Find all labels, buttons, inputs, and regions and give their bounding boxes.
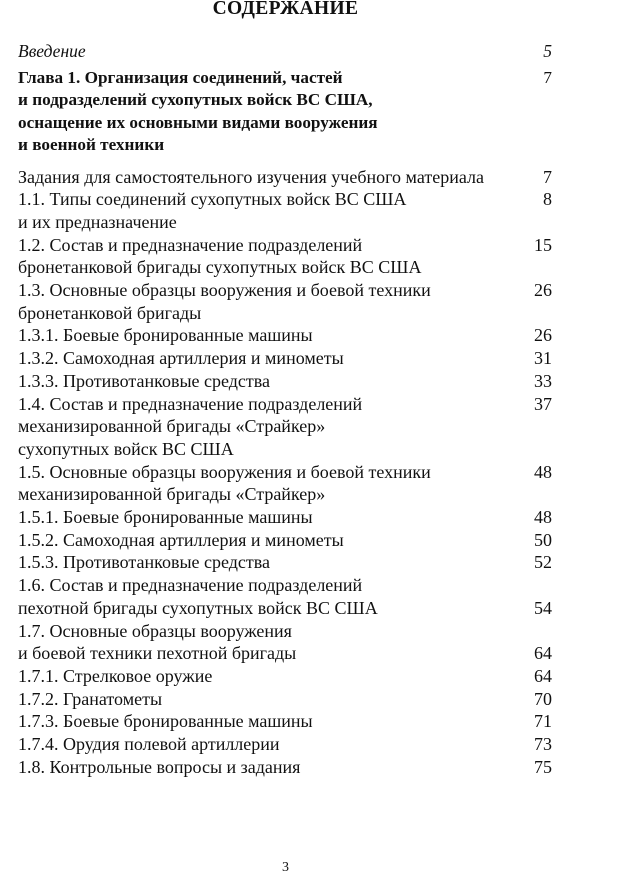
toc-entry-title-line: 1.7.4. Орудия полевой артиллерии <box>18 734 280 755</box>
toc-entry-title <box>18 324 552 347</box>
toc-entry-title <box>18 461 552 506</box>
toc-entry[interactable] <box>18 506 552 529</box>
toc-page-number: 8 <box>543 189 552 210</box>
toc-page-number: 71 <box>534 711 552 732</box>
toc-page-number: 64 <box>534 665 552 686</box>
toc-page-number: 48 <box>534 461 552 482</box>
toc-entry-title-line: 1.5. Основные образцы вооружения и боевой техники <box>18 461 431 482</box>
toc-entry-title-line: 1.3. Основные образцы вооружения и боевой техники <box>18 280 431 301</box>
toc-entry-title-line: 1.5.3. Противотанковые средства <box>18 552 271 573</box>
toc-entry-title <box>18 574 552 619</box>
toc-entry-title-line: 1.7.2. Гранатометы <box>18 688 163 709</box>
toc-entry-title-line: Введение <box>18 41 86 61</box>
toc-page-number: 70 <box>534 688 552 709</box>
toc-entry-title-line: 1.2. Состав и предназначение подразделений <box>18 234 363 255</box>
toc-entry-title <box>18 551 552 574</box>
toc-entry-title-line: 1.8. Контрольные вопросы и задания <box>18 756 301 777</box>
toc-entry[interactable] <box>18 688 552 711</box>
toc-page-number: 31 <box>534 348 552 369</box>
toc-entry-title <box>18 665 552 688</box>
toc-entry-title-line: 1.6. Состав и предназначение подразделений <box>18 575 363 596</box>
toc-entry-title-line: пехотной бригады сухопутных войск ВС США <box>18 597 378 618</box>
toc-entry[interactable] <box>18 529 552 552</box>
toc-entry-title-line: механизированной бригады «Страйкер» <box>18 416 326 437</box>
toc-entry-title-line: 1.7.3. Боевые бронированные машины <box>18 711 313 732</box>
toc-entry-title <box>18 506 552 529</box>
page-title: СОДЕРЖАНИЕ <box>212 0 359 19</box>
toc-entry-title <box>18 67 552 157</box>
toc-entry[interactable] <box>18 279 552 324</box>
toc-entry[interactable] <box>18 710 552 733</box>
toc-page-number: 73 <box>534 734 552 755</box>
toc-entry-title <box>18 733 552 756</box>
toc-page-number: 54 <box>534 597 552 618</box>
toc-entry[interactable] <box>18 461 552 506</box>
toc-entry-intro[interactable] <box>18 40 552 63</box>
toc-page-number: 7 <box>543 166 552 187</box>
toc-entry-title <box>18 710 552 733</box>
toc-entry-title <box>18 347 552 370</box>
toc-page-number: 5 <box>543 41 552 61</box>
toc-page-number: 33 <box>534 370 552 391</box>
toc-entry-chapter-1[interactable] <box>18 67 552 157</box>
toc-entry-title <box>18 756 552 779</box>
toc-page-number: 75 <box>534 756 552 777</box>
toc-entry-title-line: механизированной бригады «Страйкер» <box>18 484 326 505</box>
toc-entry-title <box>18 370 552 393</box>
toc-entry-title <box>18 688 552 711</box>
toc-entry[interactable] <box>18 551 552 574</box>
toc-entry[interactable] <box>18 756 552 779</box>
toc-entry-title <box>18 166 552 189</box>
toc-entry-title <box>18 620 552 665</box>
toc-page-number: 50 <box>534 529 552 550</box>
toc-entry-title <box>18 188 552 233</box>
toc-entry-title-line: сухопутных войск ВС США <box>18 438 234 459</box>
toc-entry-title <box>18 529 552 552</box>
toc-entry[interactable] <box>18 188 552 233</box>
toc-entry-title-line: Задания для самостоятельного изучения учебного материала <box>18 166 484 187</box>
toc-entry-title-line: и подразделений сухопутных войск ВС США, <box>18 90 373 109</box>
toc-entry-title-line: 1.7. Основные образцы вооружения <box>18 620 292 641</box>
table-of-contents <box>18 40 552 778</box>
toc-page-number: 26 <box>534 325 552 346</box>
toc-entry-title-line: Глава 1. Организация соединений, частей <box>18 67 343 87</box>
toc-entry-title-line: 1.3.2. Самоходная артиллерия и минометы <box>18 348 344 369</box>
toc-entry[interactable] <box>18 665 552 688</box>
toc-entry[interactable] <box>18 620 552 665</box>
toc-entry-title-line: 1.4. Состав и предназначение подразделений <box>18 393 363 414</box>
toc-entry-title-line: 1.3.3. Противотанковые средства <box>18 370 271 391</box>
toc-page-number: 7 <box>543 67 552 87</box>
toc-entry-title-line: 1.5.2. Самоходная артиллерия и минометы <box>18 529 344 550</box>
toc-entry[interactable] <box>18 370 552 393</box>
toc-entry-title <box>18 40 552 63</box>
toc-page-number: 15 <box>534 234 552 255</box>
toc-page-number: 52 <box>534 552 552 573</box>
page-number: 3 <box>282 860 289 875</box>
toc-list <box>18 166 552 779</box>
toc-entry-title-line: бронетанковой бригады сухопутных войск ВС США <box>18 257 422 278</box>
toc-entry-title <box>18 279 552 324</box>
toc-entry-title-line: 1.1. Типы соединений сухопутных войск ВС США <box>18 189 407 210</box>
toc-entry[interactable] <box>18 166 552 189</box>
toc-entry-title-line: бронетанковой бригады <box>18 302 202 323</box>
toc-entry-title-line: 1.5.1. Боевые бронированные машины <box>18 507 313 528</box>
toc-entry-title-line: и боевой техники пехотной бригады <box>18 643 297 664</box>
toc-entry-title <box>18 234 552 279</box>
toc-entry-title-line: 1.3.1. Боевые бронированные машины <box>18 325 313 346</box>
toc-entry-title-line: 1.7.1. Стрелковое оружие <box>18 665 213 686</box>
toc-page-number: 37 <box>534 393 552 414</box>
toc-page-number: 48 <box>534 507 552 528</box>
toc-entry-title-line: и их предназначение <box>18 211 177 232</box>
toc-entry[interactable] <box>18 347 552 370</box>
toc-entry-title <box>18 393 552 461</box>
toc-page-number: 26 <box>534 280 552 301</box>
toc-entry[interactable] <box>18 393 552 461</box>
toc-entry-title-line: и военной техники <box>18 135 165 154</box>
toc-entry-title-line: оснащение их основными видами вооружения <box>18 112 378 132</box>
toc-entry[interactable] <box>18 324 552 347</box>
toc-entry[interactable] <box>18 574 552 619</box>
toc-entry[interactable] <box>18 733 552 756</box>
toc-entry[interactable] <box>18 234 552 279</box>
toc-page-number: 64 <box>534 643 552 664</box>
